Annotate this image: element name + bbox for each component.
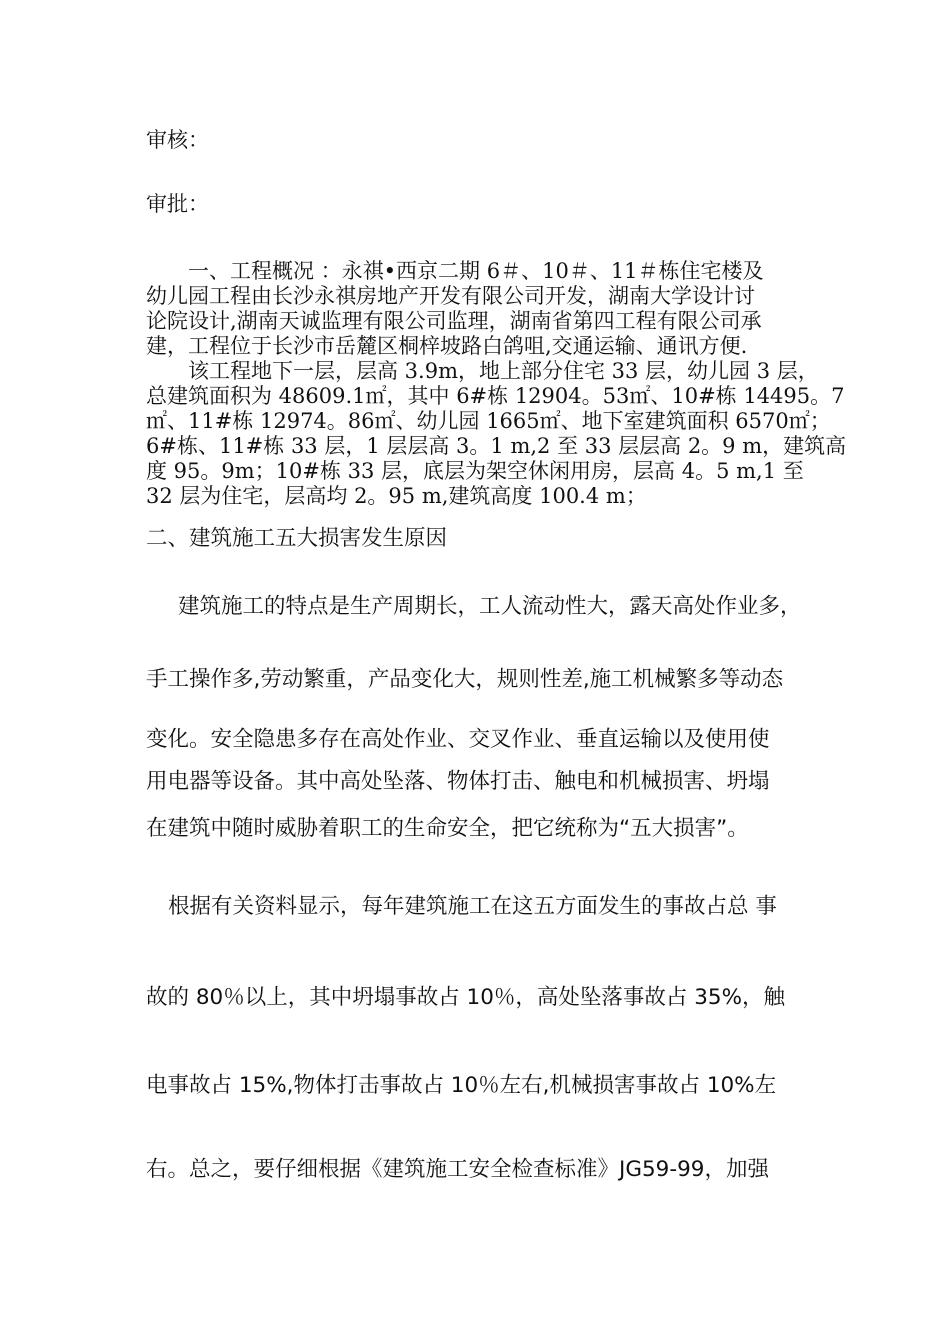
review-label: 审核： [146,128,209,152]
overview-line: 一、工程概况 ：永祺•西京二期 6＃、10＃、11＃栋住宅楼及 [188,259,764,283]
causes-line: 手工操作多,劳动繁重，产品变化大，规则性差,施工机械繁多等动态 [146,667,784,692]
approval-label: 审批： [146,192,209,216]
section2-heading: 二、建筑施工五大损害发生原因 [146,526,448,551]
overview-line: 建，工程位于长沙市岳麓区桐梓坡路白鸽咀,交通运输、通讯方便. [146,334,748,358]
overview-line: 幼儿园工程由长沙永祺房地产开发有限公司开发，湖南大学设计讨 [146,284,755,308]
statistics-line: 右。总之，要仔细根据《建筑施工安全检查标准》JG59-99，加强 [146,1157,769,1182]
overview-line: 度 95。9m；10#栋 33 层，底层为架空休闲用房，层高 4。5 m,1 至 [146,459,804,483]
causes-line: 变化。安全隐患多存在高处作业、交叉作业、垂直运输以及使用使 [146,727,770,752]
causes-line: 在建筑中随时威胁着职工的生命安全，把它统称为“五大损害”。 [146,816,749,841]
overview-line: ㎡、11#栋 12974。86㎡、幼儿园 1665㎡、地下室建筑面积 6570㎡； [146,409,831,433]
statistics-line: 故的 80％以上，其中坍塌事故占 10％，高处坠落事故占 35%，触 [146,985,786,1010]
causes-line: 用电器等设备。其中高处坠落、物体打击、触电和机械损害、坍塌 [146,769,770,794]
overview-line: 32 层为住宅，层高均 2。95 m,建筑高度 100.4 m； [146,484,647,508]
overview-line: 总建筑面积为 48609.1㎡，其中 6#栋 12904。53㎡、10#栋 14495。7 [146,384,845,408]
causes-line: 建筑施工的特点是生产周期长，工人流动性大，露天高处作业多， [178,594,802,619]
overview-line: 论院设计,湖南天诚监理有限公司监理，湖南省第四工程有限公司承 [146,309,762,333]
statistics-line: 根据有关资料显示，每年建筑施工在这五方面发生的事故占总 事 [168,894,777,919]
overview-line: 该工程地下一层，层高 3.9m，地上部分住宅 33 层，幼儿园 3 层， [188,359,819,383]
statistics-line: 电事故占 15%,物体打击事故占 10％左右,机械损害事故占 10%左 [146,1073,777,1098]
overview-line: 6#栋、11#栋 33 层，1 层层高 3。1 m,2 至 33 层层高 2。9 m，建筑高 [146,434,847,458]
